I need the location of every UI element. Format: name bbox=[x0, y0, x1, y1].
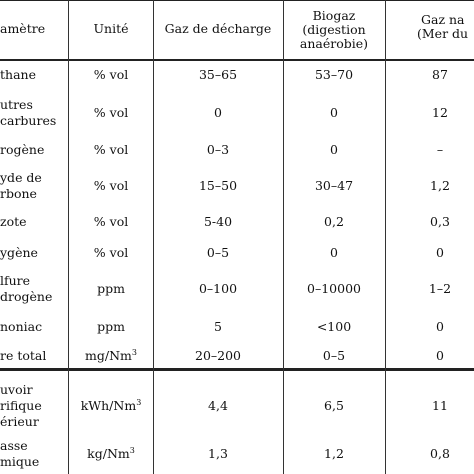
row-unit bbox=[94, 143, 128, 157]
row-param-label: rogène bbox=[0, 142, 45, 157]
row-unit-exponent: 3 bbox=[131, 348, 137, 357]
row-param-label: utres bbox=[0, 97, 33, 112]
row-unit bbox=[97, 282, 125, 296]
row-param-label: thane bbox=[0, 67, 36, 82]
row-value-landfill: 5-40 bbox=[203, 214, 233, 229]
row-value-landfill: 0–100 bbox=[198, 281, 238, 296]
row-value-biogas: 0–10000 bbox=[307, 281, 361, 296]
row-unit bbox=[94, 106, 128, 120]
row-unit bbox=[94, 215, 128, 229]
row-unit-text: % vol bbox=[93, 245, 129, 260]
row-param-label: drogène bbox=[0, 289, 53, 304]
row-unit bbox=[97, 320, 125, 334]
row-value-natgas: 0,8 bbox=[430, 446, 450, 461]
row-value-biogas: 1,2 bbox=[324, 446, 344, 461]
row-param-label: noniac bbox=[0, 319, 43, 334]
rule-top bbox=[0, 0, 474, 1]
row-param-label: érieur bbox=[0, 414, 39, 429]
row-value-biogas: 6,5 bbox=[324, 398, 344, 413]
row-unit-text: ppm bbox=[97, 281, 125, 296]
column-divider-2 bbox=[153, 0, 154, 474]
row-value-landfill: 15–50 bbox=[198, 178, 238, 193]
row-value-natgas: 0 bbox=[436, 245, 444, 260]
row-value-natgas: 0 bbox=[436, 319, 444, 334]
row-param-label: zote bbox=[0, 214, 27, 229]
row-param-label: ygène bbox=[0, 245, 38, 260]
row-value-landfill: 5 bbox=[214, 319, 222, 334]
row-value-landfill: 1,3 bbox=[208, 446, 228, 461]
row-value-landfill: 35–65 bbox=[198, 67, 238, 82]
header-unit: Unité bbox=[93, 21, 129, 36]
row-value-landfill: 0–3 bbox=[206, 142, 230, 157]
row-value-landfill: 0–5 bbox=[206, 245, 230, 260]
row-unit-text: mg/Nm bbox=[85, 348, 132, 363]
row-unit-exponent: 3 bbox=[129, 446, 135, 455]
row-unit-text: % vol bbox=[93, 105, 129, 120]
row-param-label: asse bbox=[0, 438, 28, 453]
row-param-label: re total bbox=[0, 348, 47, 363]
row-value-natgas: 1–2 bbox=[428, 281, 452, 296]
row-unit bbox=[94, 246, 128, 260]
header-biogas-line3: anaérobie) bbox=[299, 36, 369, 51]
row-param-label: yde de bbox=[0, 170, 42, 185]
row-value-biogas: <100 bbox=[316, 319, 352, 334]
row-param-label: lfure bbox=[0, 273, 31, 288]
row-value-natgas: 11 bbox=[432, 398, 448, 413]
row-param-label: carbures bbox=[0, 113, 57, 128]
header-landfill: Gaz de décharge bbox=[164, 21, 272, 36]
row-param-label: rbone bbox=[0, 186, 37, 201]
row-value-biogas: 53–70 bbox=[314, 67, 354, 82]
row-unit-text: ppm bbox=[97, 319, 125, 334]
row-unit-text: % vol bbox=[93, 214, 129, 229]
row-value-biogas: 0 bbox=[330, 105, 338, 120]
row-unit bbox=[87, 447, 135, 461]
row-unit-text: kWh/Nm bbox=[80, 398, 137, 413]
row-value-landfill: 0 bbox=[214, 105, 222, 120]
column-divider-1 bbox=[68, 0, 69, 474]
rule-header bbox=[0, 59, 474, 61]
header-biogas-line1: Biogaz bbox=[312, 8, 356, 23]
header-biogas-line2: (digestion bbox=[302, 22, 366, 37]
row-value-landfill: 20–200 bbox=[194, 348, 242, 363]
row-unit-text: kg/Nm bbox=[87, 446, 130, 461]
header-param: amètre bbox=[0, 21, 46, 36]
row-unit bbox=[81, 399, 142, 413]
row-value-biogas: 0,2 bbox=[324, 214, 344, 229]
row-unit-exponent: 3 bbox=[136, 398, 142, 407]
row-param-label: uvoir bbox=[0, 382, 33, 397]
header-natgas-line2: (Mer du bbox=[417, 26, 469, 41]
row-unit bbox=[85, 349, 137, 363]
row-value-biogas: 30–47 bbox=[314, 178, 354, 193]
column-divider-3 bbox=[283, 0, 284, 474]
row-value-natgas: 87 bbox=[432, 67, 448, 82]
column-divider-4 bbox=[385, 0, 386, 474]
row-value-biogas: 0 bbox=[330, 142, 338, 157]
row-unit-text: % vol bbox=[93, 67, 129, 82]
row-unit-text: % vol bbox=[93, 178, 129, 193]
row-value-natgas: 0 bbox=[436, 348, 444, 363]
row-unit bbox=[94, 68, 128, 82]
row-value-natgas: 12 bbox=[432, 105, 448, 120]
row-param-label: mique bbox=[0, 454, 40, 469]
row-value-landfill: 4,4 bbox=[208, 398, 228, 413]
row-value-biogas: 0–5 bbox=[322, 348, 346, 363]
row-value-natgas: – bbox=[436, 142, 444, 157]
header-natgas-line1: Gaz na bbox=[421, 12, 465, 27]
row-param-label: rifique bbox=[0, 398, 42, 413]
row-value-biogas: 0 bbox=[330, 245, 338, 260]
row-value-natgas: 1,2 bbox=[430, 178, 450, 193]
row-value-natgas: 0,3 bbox=[430, 214, 450, 229]
row-unit bbox=[94, 179, 128, 193]
rule-section bbox=[0, 368, 474, 371]
row-unit-text: % vol bbox=[93, 142, 129, 157]
